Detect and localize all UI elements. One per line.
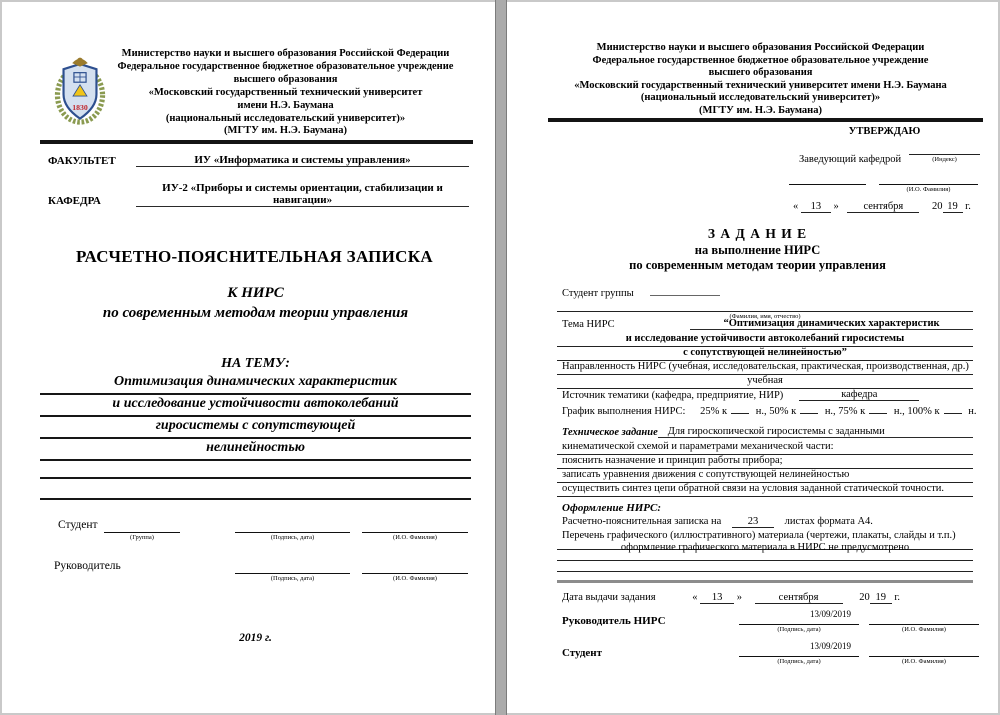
issue-month: сентября — [755, 592, 843, 604]
signature-caption: (Подпись, дата) — [777, 658, 821, 665]
header-line: (МГТУ им. Н.Э. Баумана) — [224, 125, 347, 137]
header-line: высшего образования — [708, 67, 813, 78]
header-divider-rule — [40, 140, 473, 144]
header-line: Министерство науки и высшего образования Российской Федерации — [596, 42, 925, 53]
theme-line: “Оптимизация динамических характеристик — [690, 318, 973, 330]
schedule-label: График выполнения НИРС: — [562, 406, 686, 417]
signature-field — [789, 173, 866, 185]
header-line: высшего образования — [233, 73, 338, 85]
year-label: 2019 г. — [239, 632, 272, 644]
issue-day: 13 — [700, 592, 734, 604]
index-line — [909, 143, 980, 155]
schedule-blank — [731, 413, 749, 414]
blank-topic-line — [40, 461, 471, 479]
department-head-label: Заведующий кафедрой — [799, 153, 902, 165]
direction-label: Направленность НИРС (учебная, исследовательская, практическая, производственная, др.) — [557, 361, 973, 375]
emblem-year: 1830 — [72, 102, 88, 112]
quote-open: « — [793, 200, 799, 212]
student-group-label: Студент группы — [562, 288, 634, 299]
schedule-part: н. — [968, 406, 977, 417]
name-field — [362, 517, 468, 543]
supervisor-label: Руководитель НИРС — [562, 615, 666, 627]
source-row — [557, 389, 973, 401]
header-line: (МГТУ им. Н.Э. Баумана) — [699, 104, 822, 116]
theme-row — [557, 318, 973, 330]
header-line: Министерство науки и высшего образования Российской Федерации — [121, 48, 450, 59]
signature-field — [235, 558, 350, 584]
tech-task-line: записать уравнения движения с сопутствующей нелинейностью — [557, 469, 973, 483]
tech-task-line: Для гироскопической гиросистемы с заданными — [658, 426, 973, 438]
signature-line — [789, 173, 866, 185]
tech-task-line: осуществить синтез цепи обратной связи на условия заданной статической точности. — [557, 483, 973, 497]
name-line — [879, 173, 978, 185]
section-divider-rule — [557, 580, 973, 583]
issue-date-label: Дата выдачи задания — [562, 592, 656, 603]
format-label: Оформление НИРС: — [562, 502, 662, 514]
approval-block — [789, 126, 980, 213]
theme-label: Тема НИРС — [562, 319, 615, 330]
group-field — [104, 517, 180, 543]
full-name-line — [557, 302, 973, 312]
format-row — [557, 516, 973, 528]
tech-task-label: Техническое задание — [562, 427, 658, 438]
student-group-line — [650, 295, 720, 296]
topic-heading: НА ТЕМУ: — [221, 356, 290, 371]
tech-task-line: кинематической схемой и параметрами механической части: — [557, 441, 973, 455]
signature-caption: (Подпись, дата) — [777, 626, 821, 633]
supervisor-signature-row — [557, 609, 984, 645]
approval-date-row — [789, 201, 980, 213]
student-label: Студент — [562, 647, 603, 659]
signature-line — [235, 558, 350, 574]
head-signature-row — [789, 173, 980, 199]
header-line: Федеральное государственное бюджетное образовательное учреждение — [592, 54, 929, 66]
header-line: «Московский государственный технический университет имени Н.Э. Баумана — [574, 79, 947, 91]
department-value: ИУ-2 «Приборы и системы ориентации, стабилизации и навигации» — [136, 182, 469, 207]
schedule-blank — [944, 413, 962, 414]
group-line — [104, 517, 180, 533]
header-divider-rule — [548, 118, 983, 122]
topic-line: гиросистемы с сопутствующей — [40, 418, 471, 439]
name-caption: (И.О. Фамилия) — [902, 658, 946, 665]
task-subtitle-2: по современным методам теории управления — [629, 258, 886, 272]
header-line: Федеральное государственное бюджетное образовательное учреждение — [117, 60, 454, 72]
name-field — [362, 558, 468, 584]
task-page — [507, 2, 998, 713]
signature-field — [235, 517, 350, 543]
schedule-part: н., 100% к — [893, 406, 940, 417]
student-signature-row — [40, 517, 471, 559]
topic-line: нелинейностью — [40, 440, 471, 461]
faculty-value: ИУ «Информатика и системы управления» — [136, 154, 469, 167]
name-caption: (И.О. Фамилия) — [902, 626, 946, 633]
signature-line: 13/09/2019 — [739, 609, 859, 625]
signature-field — [739, 641, 859, 667]
name-field — [879, 173, 978, 195]
approve-title: УТВЕРЖДАЮ — [848, 126, 921, 137]
ministry-header — [106, 48, 465, 138]
student-signature-row — [557, 641, 984, 677]
name-line — [869, 609, 979, 625]
source-value: кафедра — [799, 389, 919, 401]
format-prefix: Расчетно-пояснительная записка на — [562, 516, 722, 527]
schedule-part: н., 75% к — [824, 406, 866, 417]
document-subtitle-1: К НИРС — [227, 285, 284, 301]
task-subtitle-1: на выполнение НИРС — [694, 243, 821, 257]
supervisor-label: Руководитель — [54, 560, 121, 572]
document-title: РАСЧЕТНО-ПОЯСНИТЕЛЬНАЯ ЗАПИСКА — [76, 247, 433, 266]
name-caption: (И.О. Фамилия) — [393, 534, 437, 541]
department-label: КАФЕДРА — [48, 195, 101, 207]
ministry-header — [537, 42, 984, 117]
theme-line: с сопутствующей нелинейностью” — [557, 347, 973, 361]
faculty-row — [48, 154, 469, 167]
department-row — [48, 182, 469, 207]
name-field — [869, 641, 979, 667]
full-name-caption: (Фамилия, имя, отчество) — [729, 313, 801, 320]
source-label: Источник тематики (кафедра, предприятие, НИР) — [562, 390, 784, 401]
graphics-value: оформление графического материала в НИРС не предусмотрено — [557, 538, 973, 550]
department-head-row — [789, 143, 980, 165]
schedule-row — [557, 406, 977, 417]
format-suffix: листах формата А4. — [784, 516, 873, 527]
issue-year-prefix: 20 — [859, 592, 870, 603]
signature-field — [739, 609, 859, 635]
faculty-label: ФАКУЛЬТЕТ — [48, 155, 116, 167]
header-line: (национальный исследовательский университет)» — [640, 92, 881, 103]
signature-line — [235, 517, 350, 533]
approval-year-suffix: 19 — [943, 201, 963, 213]
quote-close: » — [736, 592, 742, 603]
blank-line — [557, 552, 973, 561]
header-line: имени Н.Э. Баумана — [237, 99, 334, 111]
schedule-blank — [869, 413, 887, 414]
name-line — [362, 558, 468, 574]
quote-open: « — [692, 592, 698, 603]
topic-line: и исследование устойчивости автоколебаний — [40, 396, 471, 417]
task-title: З А Д А Н И Е — [707, 226, 808, 241]
page-divider — [495, 0, 507, 715]
index-caption: (Индекс) — [932, 156, 957, 163]
name-line — [362, 517, 468, 533]
blank-line — [557, 563, 973, 572]
header-line: «Московский государственный технический университет — [148, 86, 423, 98]
approval-year-g: г. — [965, 200, 971, 212]
blank-topic-line — [40, 482, 471, 500]
name-field — [869, 609, 979, 635]
direction-value: учебная — [557, 375, 973, 389]
emblem-svg — [54, 54, 106, 126]
schedule-blank — [800, 413, 818, 414]
tech-task-line: пояснить назначение и принцип работы прибора; — [557, 455, 973, 469]
supervisor-signature-row — [40, 558, 471, 600]
schedule-part: 25% к — [700, 406, 728, 417]
student-label: Студент — [58, 519, 98, 531]
graphics-label: Перечень графического (иллюстративного) материала (чертежи, плакаты, слайды и т.п.) — [562, 530, 956, 541]
theme-line: и исследование устойчивости автоколебаний гиросистемы — [557, 333, 973, 347]
name-caption: (И.О. Фамилия) — [906, 185, 951, 193]
student-group-row — [557, 288, 973, 299]
document-subtitle-2: по современным методам теории управления — [102, 305, 409, 321]
header-line: (национальный исследовательский университет)» — [165, 112, 406, 124]
index-field — [909, 143, 980, 165]
name-line — [869, 641, 979, 657]
approval-month: сентября — [847, 201, 919, 213]
group-caption: (Группа) — [130, 534, 154, 541]
signature-caption: (Подпись, дата) — [270, 534, 315, 541]
topic-line: Оптимизация динамических характеристик — [40, 374, 471, 395]
approval-year-prefix: 20 — [932, 200, 943, 212]
schedule-part: н., 50% к — [755, 406, 797, 417]
name-caption: (И.О. Фамилия) — [393, 575, 437, 582]
title-page — [2, 2, 495, 713]
issue-year-g: г. — [894, 592, 901, 603]
approval-day: 13 — [801, 201, 831, 213]
format-pages: 23 — [732, 516, 774, 528]
signature-line: 13/09/2019 — [739, 641, 859, 657]
tech-task-row — [557, 426, 973, 438]
signature-caption: (Подпись, дата) — [270, 575, 315, 582]
issue-date-row — [557, 592, 973, 604]
university-emblem-icon — [54, 54, 106, 126]
quote-close: » — [833, 200, 839, 212]
issue-year-suffix: 19 — [870, 592, 892, 604]
